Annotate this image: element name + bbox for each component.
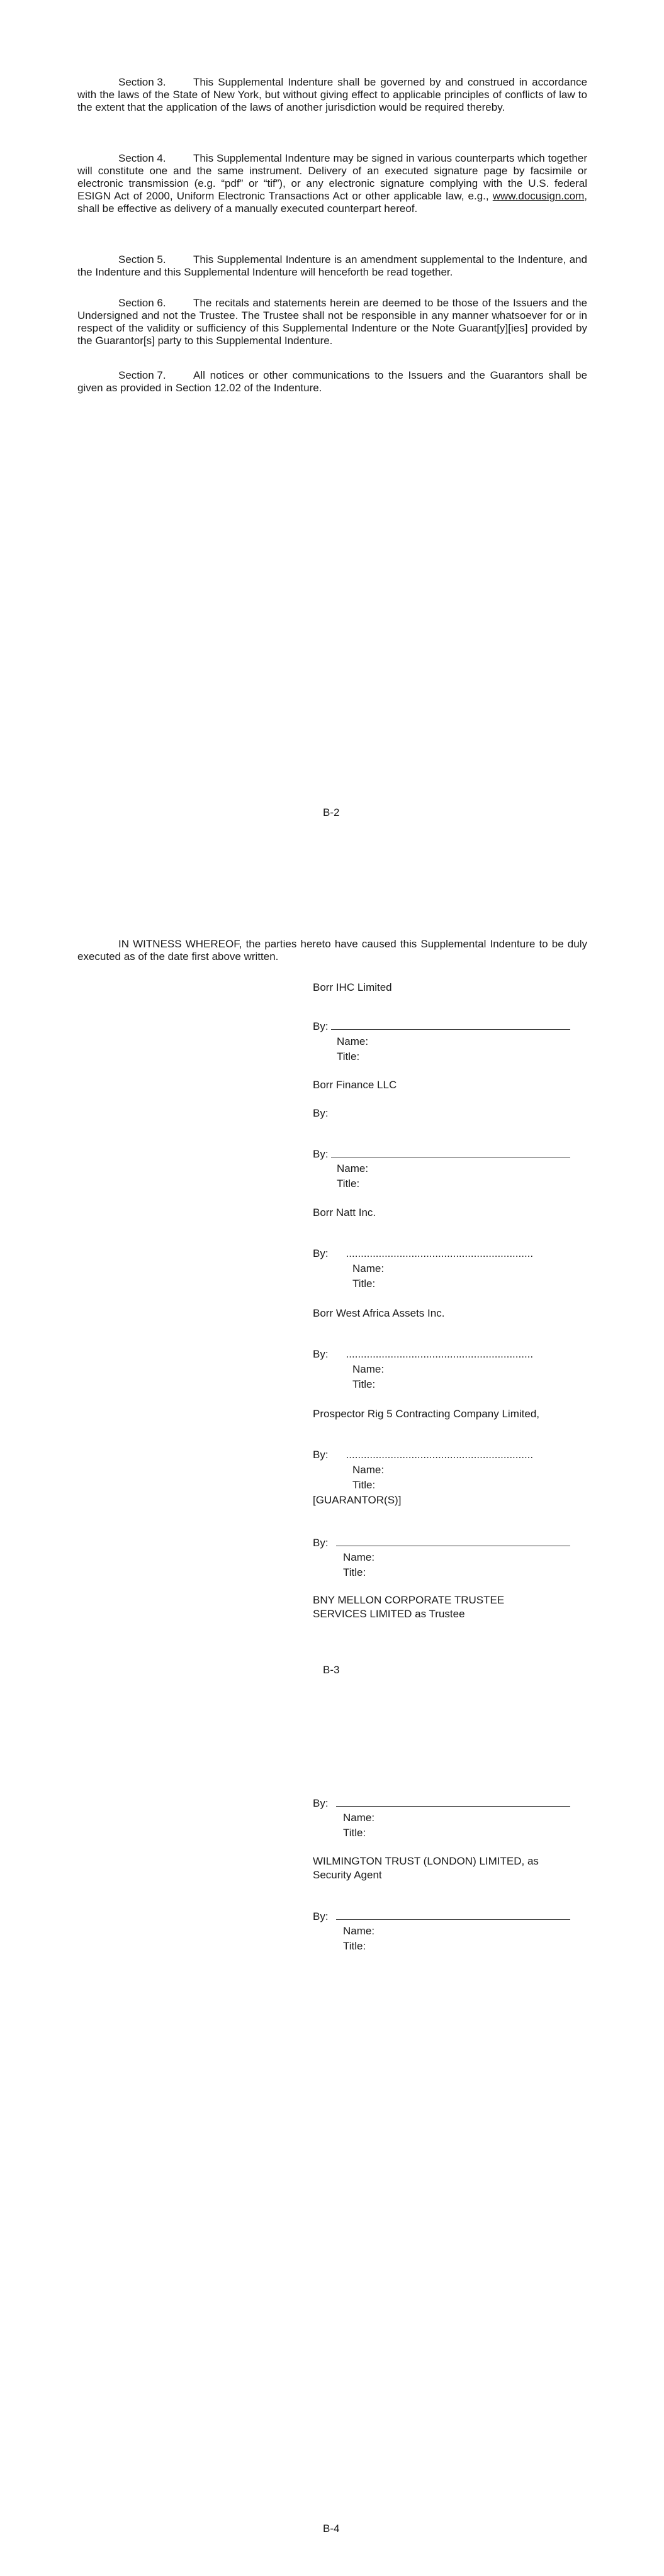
section-text-end: , shall be effective as delivery of a manually executed counterpart hereof. [77,190,587,215]
name-label: Name: [337,1035,369,1047]
signature-block-wilmington [313,1910,570,1923]
section-text: This Supplemental Indenture shall be governed by and construed in accordance with the laws of the State of New York, but without giving effect to applicable principles of conflicts of law to the extent that the application of the laws of another jurisdiction would be required thereby. [77,76,587,113]
bny-line-2: SERVICES LIMITED as Trustee [313,1608,465,1620]
title-label: Title: [337,1178,360,1190]
by-label: By: [313,1910,329,1922]
by-label: By: [313,1020,329,1032]
name-label: Name: [352,1363,385,1375]
title-label: Title: [343,1827,366,1839]
page-number: B-3 [323,1664,340,1676]
by-label: By: [313,1247,329,1259]
title-label: Title: [352,1278,376,1290]
entity-borr-ihc: Borr IHC Limited [313,981,392,993]
section-text: The recitals and statements herein are deemed to be those of the Issuers and the Undersigned and not the Trustee. The Trustee shall not be responsible in any manner whatsoever for or in respect of the validity or sufficiency of this Supplemental Indenture or the Note Guarant[y][ies] provided by the Guarantor[s] party to this Supplemental Indenture. [77,297,587,347]
wilmington-line-2: Security Agent [313,1869,382,1881]
wilmington-line-1: WILMINGTON TRUST (LONDON) LIMITED, as [313,1855,539,1867]
section-text: This Supplemental Indenture is an amendment supplemental to the Indenture, and the Indenture and this Supplemental Indenture will henceforth be read together. [77,254,587,278]
name-label: Name: [352,1464,385,1476]
section-label: Section 4. [118,152,166,164]
name-label: Name: [343,1812,375,1824]
witness-paragraph: IN WITNESS WHEREOF, the parties hereto have caused this Supplemental Indenture to be duly executed as of the date first above written. [77,938,587,962]
by-label: By: [313,1148,329,1160]
by-label-borr-finance: By: [313,1107,329,1119]
bny-line-1: BNY MELLON CORPORATE TRUSTEE [313,1594,505,1606]
section-label: Section 7. [118,369,166,381]
by-label: By: [313,1449,329,1461]
entity-borr-finance: Borr Finance LLC [313,1079,397,1091]
title-label: Title: [352,1479,376,1491]
name-label: Name: [343,1551,375,1563]
by-label: By: [313,1537,329,1549]
by-label: By: [313,1348,329,1360]
section-label: Section 6. [118,297,166,309]
by-label: By: [313,1797,329,1809]
name-label: Name: [352,1263,385,1274]
title-label: Title: [343,1566,366,1578]
docusign-link[interactable]: www.docusign.com [492,190,585,202]
section-text: All notices or other communications to the Issuers and the Guarantors shall be given as provided in Section 12.02 of the Indenture. [77,369,587,394]
title-label: Title: [337,1051,360,1062]
name-label: Name: [343,1925,375,1937]
title-label: Title: [352,1378,376,1390]
section-label: Section 3. [118,76,166,88]
section-text: This Supplemental Indenture may be signed in various counterparts which together will constitute one and the same instrument. Delivery of an executed signature page by facsimile or electronic transmission (e.g. “pdf” or “tif”), or any electronic signature complying with the U.S. federal ESIGN Act of 2000, Uniform Electronic Transactions Act or other applicable law, e.g., [77,152,587,202]
entity-guarantors: [GUARANTOR(S)] [313,1494,402,1506]
section-label: Section 5. [118,254,166,265]
entity-borr-west-africa: Borr West Africa Assets Inc. [313,1307,445,1319]
signature-line[interactable] [336,1910,570,1920]
entity-prospector: Prospector Rig 5 Contracting Company Limited, [313,1408,539,1420]
title-label: Title: [343,1940,366,1952]
signature-block-bny [313,1797,570,1810]
signature-dots[interactable]: ............................................................... [346,1348,534,1360]
signature-dots[interactable]: ............................................................... [346,1449,534,1461]
page-number: B-2 [323,806,340,818]
page-number: B-4 [323,2523,340,2534]
entity-wilmington-trust [313,1854,539,1882]
entity-borr-natt: Borr Natt Inc. [313,1207,376,1218]
signature-dots[interactable]: ............................................................... [346,1247,534,1259]
signature-line[interactable] [336,1797,570,1807]
name-label: Name: [337,1163,369,1174]
